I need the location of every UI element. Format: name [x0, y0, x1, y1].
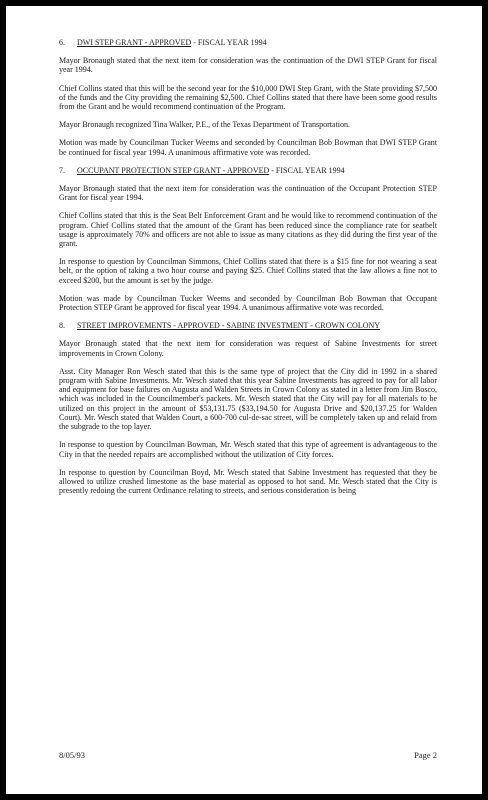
document-body — [59, 38, 437, 504]
section-title-suffix: - FISCAL YEAR 1994 — [191, 38, 267, 47]
paragraph: Mayor Bronaugh stated that the next item for consideration was the continuation of the Occupant Protection STEP Grant for fiscal year 1994. — [59, 184, 437, 203]
section-title-suffix: - FISCAL YEAR 1994 — [269, 165, 345, 175]
page-number: Page 2 — [414, 750, 437, 760]
section-title: DWI STEP GRANT - APPROVED — [77, 38, 192, 47]
section-number: 7. — [59, 165, 65, 175]
paragraph: Motion was made by Councilman Tucker Weems and seconded by Councilman Bob Bowman that Occupant Protection STEP Grant be approved for fiscal year 1994. A unanimous affirmative vote was recorded. — [59, 293, 437, 313]
paragraph: Motion was made by Councilman Tucker Weems and seconded by Councilman Bob Bowman that DWI STEP Grant be continued for fiscal year 1994. A unanimous affirmative vote was recorded. — [59, 138, 437, 157]
paragraph: Asst. City Manager Ron Wesch stated that this is the same type of project that the City did in 1992 in a shared program with Sabine Investments. Mr. Wesch stated that this year Sabine Investments has agreed to pay for all labor and equipment for base failures on Augusta and Walden Streets in Crown Colony as stated in a letter from Jim Bosco, which was included in the Councilmember's packets. Mr. Wesch stated that the City will pay for all materials to be utilized on this project in the amount of $53,131.75 ($33,194.50 for Augusta Drive and $20,137.25 for Walden Court). Mr. Wesch stated that Walden Court, a 600-700 cul-de-sac street, will be completely taken up and relaid from the subgrade to the top layer. — [59, 366, 437, 432]
paragraph: In response to question by Councilman Simmons, Chief Collins stated that there is a $15 fine for not wearing a seat belt, or the option of taking a two hour course and paying $25. Chief Collins stated that the law allows a fine not to exceed $200, but the amount is set by the judge. — [59, 257, 437, 285]
section-heading-6 — [59, 38, 437, 47]
section-number: 6. — [59, 38, 65, 47]
section-number: 8. — [59, 321, 65, 331]
paragraph: Chief Collins stated that this will be the second year for the $10,000 DWI Step Grant, with the State providing $7,500 of the funds and the City providing the remaining $2,500. Chief Collins stated that there have been some good results from the Grant and he would recommend continuation of the Program. — [59, 83, 437, 112]
paragraph: Chief Collins stated that this is the Seat Belt Enforcement Grant and he would like to recommend continuation of the program. Chief Collins stated that the amount of the Grant has been reduced since the compliance rate for seatbelt usage is approximately 70% and officers are not able to issue as many citations as they did during the first year of the grant. — [59, 211, 437, 249]
footer-date: 8/05/93 — [59, 750, 85, 760]
paragraph: In response to question by Councilman Bowman, Mr. Wesch stated that this type of agreement is advantageous to the City in that the needed repairs are accomplished without the utilization of City forces. — [59, 440, 437, 459]
section-title: OCCUPANT PROTECTION STEP GRANT - APPROVED — [77, 165, 270, 175]
paragraph: Mayor Bronaugh recognized Tina Walker, P.E., of the Texas Department of Transportation. — [59, 120, 351, 130]
section-heading-8 — [59, 321, 437, 330]
paragraph: In response to question by Councilman Boyd, Mr. Wesch stated that Sabine Investment has requested that they be allowed to utilize crushed limestone as the base material as opposed to hot sand. Mr. Wesch stated that the City is presently redoing the current Ordinance relating to streets, and serious consideration is being — [59, 467, 437, 496]
paragraph: Mayor Bronaugh stated that the next item for consideration was request of Sabine Investments for street improvements in Crown Colony. — [59, 339, 437, 358]
document-page — [6, 6, 482, 794]
paragraph: Mayor Bronaugh stated that the next item for consideration was the continuation of the DWI STEP Grant for fiscal year 1994. — [59, 56, 437, 75]
section-heading-7 — [59, 166, 437, 175]
section-title: STREET IMPROVEMENTS - APPROVED - SABINE INVESTMENT - CROWN COLONY — [77, 321, 381, 331]
